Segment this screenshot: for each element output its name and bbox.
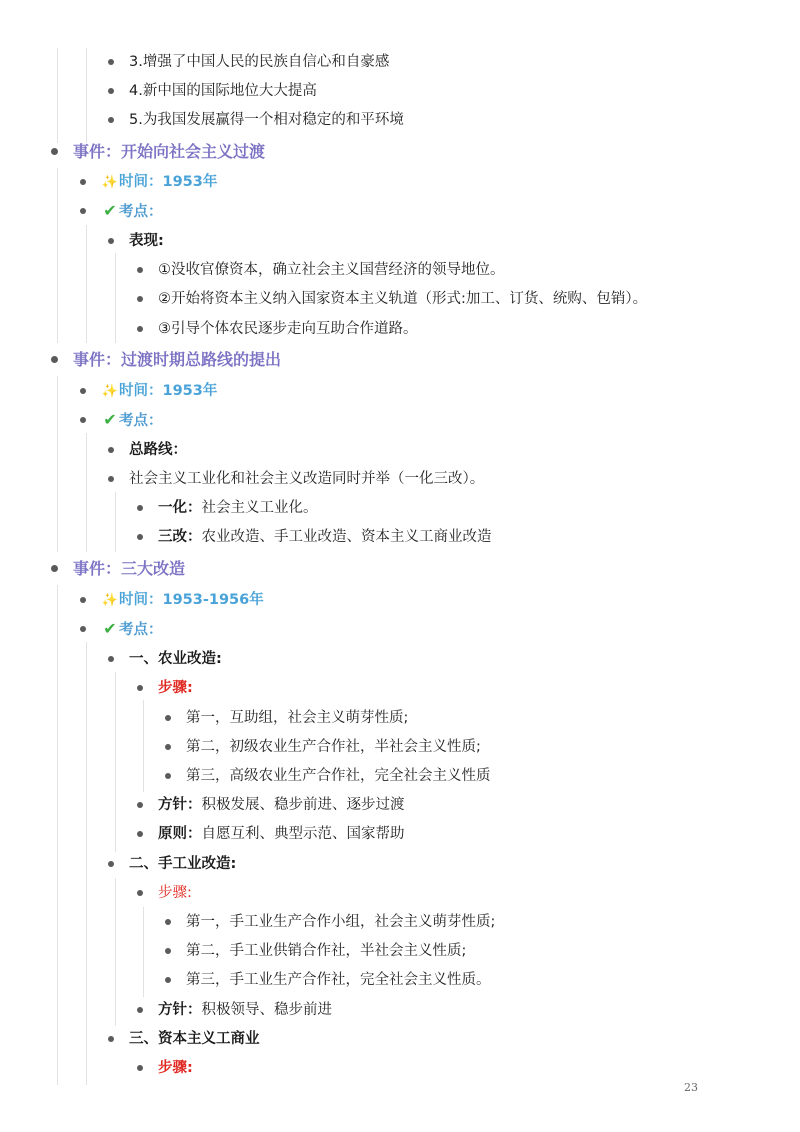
subheading: 总路线：	[129, 442, 187, 458]
indent-guide	[143, 700, 144, 792]
list-item-text: ③引导个体农民逐步走向互助合作道路。	[158, 321, 418, 337]
bullet	[165, 948, 171, 954]
list-item	[137, 285, 647, 313]
list-item-text: 5.为我国发展赢得一个相对稳定的和平环境	[129, 112, 404, 128]
key-points-label: 考点：	[119, 204, 163, 220]
event-heading	[51, 137, 265, 167]
bullet	[80, 388, 86, 394]
item-label: 一化：	[158, 500, 202, 516]
bullet	[80, 179, 86, 185]
event-title: 事件：开始向社会主义过渡	[73, 142, 266, 161]
list-item	[137, 1054, 193, 1082]
check-icon: ✔	[103, 619, 117, 638]
page-number: 23	[684, 1081, 698, 1094]
bullet	[165, 715, 171, 721]
item-text: 社会主义工业化。	[201, 500, 318, 516]
bullet	[108, 476, 114, 482]
list-item-text: 第二，初级农业生产合作社，半社会主义性质;	[186, 739, 481, 755]
event-heading	[51, 554, 185, 584]
list-item	[165, 966, 491, 994]
list-item	[137, 820, 405, 848]
event-time: 时间：1953年	[119, 174, 218, 190]
list-item	[108, 77, 317, 105]
list-item-text: 第三，手工业生产合作社，完全社会主义性质。	[186, 972, 491, 988]
indent-guide	[143, 907, 144, 997]
list-item-text: ①没收官僚资本，确立社会主义国营经济的领导地位。	[158, 262, 505, 278]
list-item	[137, 315, 418, 343]
check-icon: ✔	[103, 201, 117, 220]
event-heading	[51, 345, 281, 375]
key-points-item	[80, 406, 163, 434]
key-points-label: 考点：	[119, 622, 163, 638]
list-item	[108, 645, 222, 673]
indent-guide	[86, 433, 87, 552]
bullet	[165, 773, 171, 779]
bullet	[108, 861, 114, 867]
bullet	[108, 447, 114, 453]
list-item	[137, 996, 332, 1024]
bullet	[137, 802, 143, 808]
item-label: 方针：	[158, 1002, 202, 1018]
indent-guide	[57, 585, 58, 1085]
bullet	[80, 626, 86, 632]
list-item-text: ②开始将资本主义纳入国家资本主义轨道（形式:加工、订货、统购、包销）。	[158, 291, 648, 307]
bullet	[80, 208, 86, 214]
list-item	[108, 850, 236, 878]
bullet	[137, 296, 143, 302]
subheading: 三、资本主义工商业	[129, 1031, 260, 1047]
subheading: 表现:	[129, 233, 164, 249]
key-points-item	[80, 615, 163, 643]
list-item	[108, 1025, 260, 1053]
time-item	[80, 377, 217, 405]
indent-guide	[57, 48, 58, 143]
event-title: 事件：过渡时期总路线的提出	[73, 350, 282, 369]
bullet	[108, 88, 114, 94]
list-item-text: 3.增强了中国人民的民族自信心和自豪感	[129, 54, 390, 70]
bullet	[108, 238, 114, 244]
item-text: 积极发展、稳步前进、逐步过渡	[201, 797, 405, 813]
list-item	[165, 762, 491, 790]
event-time: 时间：1953-1956年	[119, 592, 264, 608]
list-item-text: 第三，高级农业生产合作社，完全社会主义性质	[186, 768, 491, 784]
key-points-item	[80, 197, 163, 225]
list-item-text: 第一，手工业生产合作小组，社会主义萌芽性质;	[186, 914, 496, 930]
item-text: 积极领导、稳步前进	[201, 1002, 332, 1018]
indent-guide	[57, 376, 58, 552]
item-text: 农业改造、手工业改造、资本主义工商业改造	[201, 529, 492, 545]
steps-label: 步骤:	[158, 885, 192, 901]
list-item	[137, 256, 505, 284]
event-time: 时间：1953年	[119, 383, 218, 399]
bullet	[108, 59, 114, 65]
bullet	[137, 505, 143, 511]
steps-label: 步骤:	[158, 1060, 193, 1076]
key-points-label: 考点：	[119, 413, 163, 429]
time-item	[80, 168, 217, 196]
list-item-text: 第二，手工业供销合作社，半社会主义性质;	[186, 943, 467, 959]
sparkle-icon: ✨	[101, 175, 119, 190]
sparkle-icon: ✨	[101, 384, 119, 399]
list-item	[137, 791, 405, 819]
list-item-text: 4.新中国的国际地位大大提高	[129, 83, 317, 99]
steps-label: 步骤:	[158, 680, 193, 696]
item-label: 方针：	[158, 797, 202, 813]
bullet	[137, 890, 143, 896]
list-item	[108, 436, 187, 464]
sparkle-icon: ✨	[101, 593, 119, 608]
item-text: 自愿互利、典型示范、国家帮助	[201, 826, 405, 842]
item-label: 原则：	[158, 826, 202, 842]
bullet	[108, 1036, 114, 1042]
bullet	[137, 267, 143, 273]
bullet	[137, 1007, 143, 1013]
check-icon: ✔	[103, 410, 117, 429]
list-item	[165, 704, 408, 732]
list-item-text: 第一，互助组，社会主义萌芽性质;	[186, 710, 409, 726]
indent-guide	[115, 253, 116, 343]
subheading: 二、手工业改造:	[129, 856, 237, 872]
list-item	[165, 937, 466, 965]
bullet	[51, 148, 58, 155]
list-item	[108, 465, 484, 493]
bullet	[165, 977, 171, 983]
time-item	[80, 586, 264, 614]
item-label: 三改：	[158, 529, 202, 545]
bullet	[80, 417, 86, 423]
bullet	[137, 831, 143, 837]
list-item	[108, 227, 164, 255]
event-title: 事件：三大改造	[73, 559, 186, 578]
indent-guide	[115, 672, 116, 852]
indent-guide	[57, 168, 58, 343]
subheading: 一、农业改造:	[129, 651, 222, 667]
bullet	[108, 656, 114, 662]
indent-guide	[86, 48, 87, 143]
list-item	[137, 879, 192, 907]
list-item	[137, 523, 492, 551]
list-item	[165, 733, 481, 761]
list-item	[108, 48, 389, 76]
bullet	[51, 565, 58, 572]
bullet	[137, 685, 143, 691]
bullet	[165, 919, 171, 925]
list-item	[137, 674, 193, 702]
indent-guide	[115, 492, 116, 552]
list-item	[137, 494, 318, 522]
bullet	[165, 744, 171, 750]
bullet	[137, 1065, 143, 1071]
indent-guide	[115, 878, 116, 1026]
bullet	[137, 534, 143, 540]
list-item	[108, 106, 404, 134]
list-item-text: 社会主义工业化和社会主义改造同时并举（一化三改）。	[129, 471, 485, 487]
indent-guide	[86, 225, 87, 343]
bullet	[108, 117, 114, 123]
indent-guide	[86, 642, 87, 1085]
list-item	[165, 908, 495, 936]
bullet	[80, 597, 86, 603]
bullet	[51, 356, 58, 363]
bullet	[137, 326, 143, 332]
